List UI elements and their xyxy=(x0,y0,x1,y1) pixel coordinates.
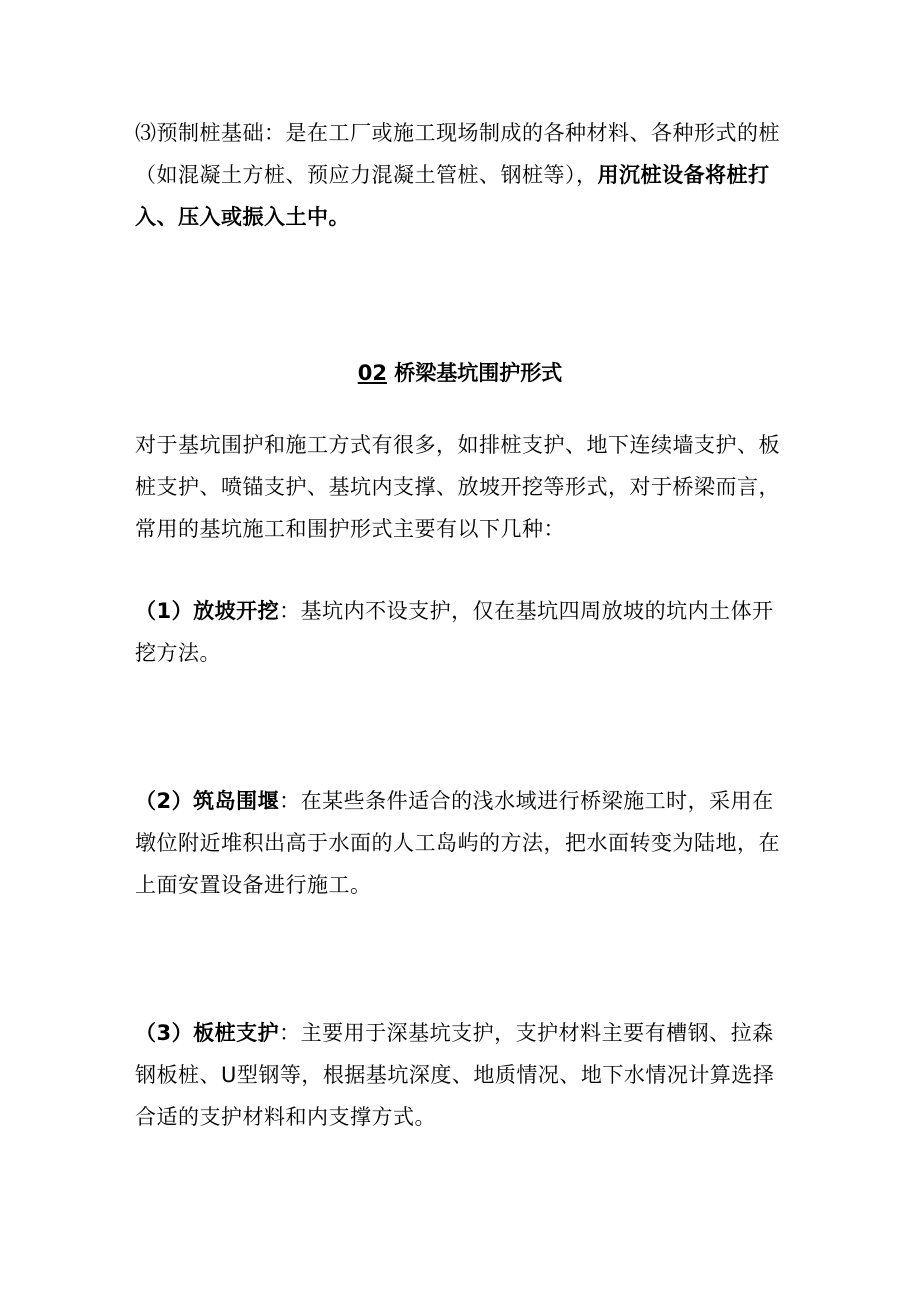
list-item-text: ：在某些条件适合的浅水域进行桥梁施工时，采用在墩位附近堆积出高于水面的人工岛屿的方法，把水面转变为陆地，在上面安置设备进行施工。 xyxy=(135,789,780,897)
paragraph-text: ⑶预制桩基础：是在工厂或施工现场制成的各种材料、各种形式的桩（如混凝土方桩、预应力混凝土管桩、钢桩等）， xyxy=(135,121,780,187)
paragraph-intro: 对于基坑围护和施工方式有很多，如排桩支护、地下连续墙支护、板桩支护、喷锚支护、基坑内支撑、放坡开挖等形式，对于桥梁而言，常用的基坑施工和围护形式主要有以下几种： xyxy=(135,433,780,541)
section-heading xyxy=(0,352,920,394)
section-title: 桥梁基坑围护形式 xyxy=(394,361,563,385)
list-item-label: （3）板桩支护 xyxy=(135,1021,280,1045)
list-item-slope-excavation xyxy=(135,590,795,674)
list-item-label: （2）筑岛围堰 xyxy=(135,789,280,813)
paragraph-precast-pile xyxy=(135,112,795,238)
paragraph-bold-text: 用沉桩设备将桩打入、压入或振入土中。 xyxy=(135,163,770,229)
list-item-text: ：基坑内不设支护，仅在基坑四周放坡的坑内土体开挖方法。 xyxy=(135,599,774,665)
list-item-island-cofferdam xyxy=(135,780,795,906)
list-item-text: ：主要用于深基坑支护，支护材料主要有槽钢、拉森钢板桩、U型钢等，根据基坑深度、地质情况、地下水情况计算选择合适的支护材料和内支撑方式。 xyxy=(135,1021,775,1129)
section-number: 02 xyxy=(357,361,387,385)
list-item-label: （1）放坡开挖 xyxy=(135,599,280,623)
list-item-sheet-pile-support xyxy=(135,1012,795,1138)
